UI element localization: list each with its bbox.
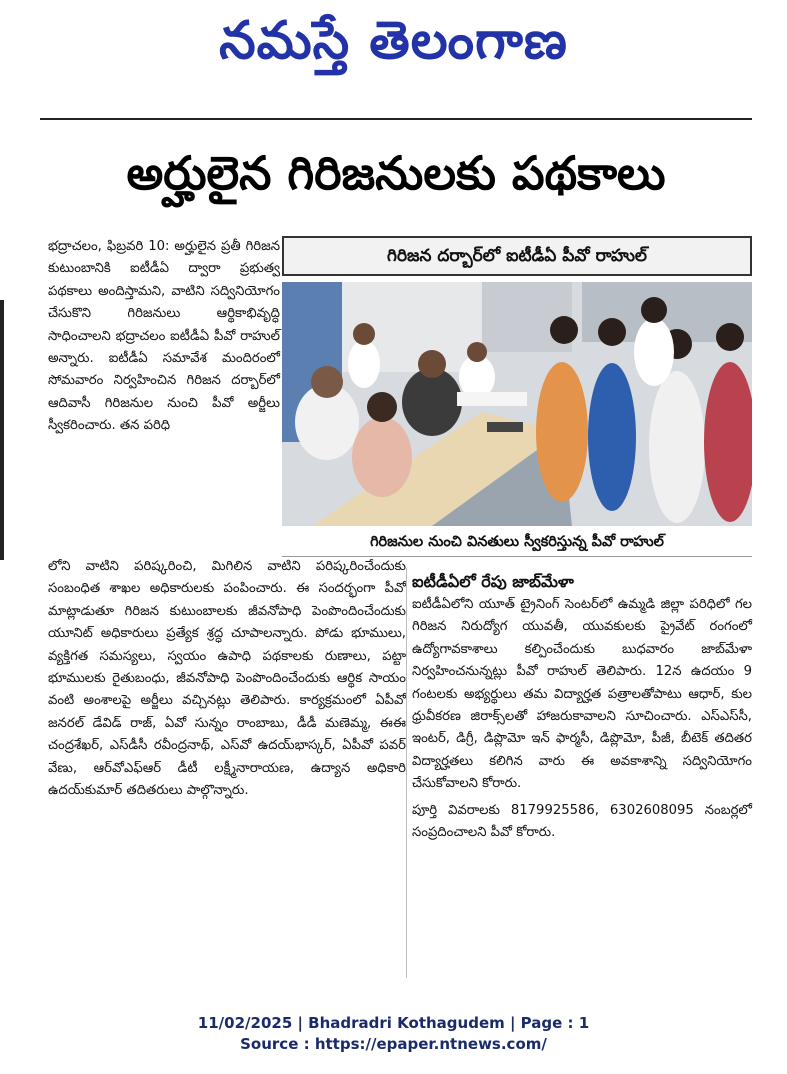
newspaper-masthead: నమస్తే తెలంగాణ [219, 10, 568, 71]
article-photo [282, 282, 752, 526]
article-column-continued [48, 556, 406, 802]
sidebar-contact: పూర్తి వివరాలకు 8179925586, 6302608095 నంబర్లలో సంప్రదించాలని పీవో కోరారు. [412, 802, 752, 841]
photo-caption-bottom: గిరిజనుల నుంచి వినతులు స్వీకరిస్తున్న పీవో రాహుల్ [282, 528, 752, 557]
article-paragraph-2: లోని వాటిని పరిష్కరించి, మిగిలిన వాటిని పరిష్కరించేందుకు సంబంధిత శాఖల అధికారులకు పంపించారు. ఈ సందర్భంగా పీవో మాట్లాడుతూ గిరిజన కుటుంబాలకు జీవనోపాధి పెంపొందించేందుకు యూనిట్ అధికారులు ప్రత్యేక శ్రద్ధ చూపాలన్నారు. పోడు భూములు, వ్యక్తిగత సమస్యలు, స్వయం ఉపాధి పథకాలకు రుణాలు, పట్టా భూములకు రైతుబంధు, జీవనోపాధి పెంపొందించేందుకు ఆర్థిక సాయం వంటి అంశాలపై అర్జీలు వచ్చినట్లు తెలిపారు. కార్యక్రమంలో ఏపీవో జనరల్ డేవిడ్ రాజ్, ఏవో సున్నం రాంబాబు, డీడీ మణెమ్మ, ఈఈ చంద్రశేఖర్, ఎస్‌డీసీ రవీంద్రనాథ్, ఎస్‌వో ఉదయ్‌భాస్కర్, ఏపీవో పవర్ వేణు, ఆర్‌వోఎఫ్‌ఆర్ డీటీ లక్ష్మీనారాయణ, ఉద్యాన అధికారి ఉదయ్‌కుమార్ తదితరులు పాల్గొన్నారు. [48, 559, 406, 799]
article-paragraph-1: భద్రాచలం, ఫిబ్రవరి 10: అర్హులైన ప్రతీ గిరిజన కుటుంబానికి ఐటీడీఏ ద్వారా ప్రభుత్వ పథకాలు అందిస్తామని, వాటిని సద్వినియోగం చేసుకొని గిరిజనులు ఆర్థికాభివృద్ధి సాధించాలని భద్రాచలం ఐటీడీఏ పీవో రాహుల్ అన్నారు. ఐటీడీఏ సమావేశ మందిరంలో సోమవారం నిర్వహించిన గిరిజన దర్బార్‌లో ఆదివాసీ గిరిజనుల నుంచి పీవో అర్జీలు స్వీకరించారు. తన పరిధి [48, 239, 280, 434]
article-column-left [48, 236, 280, 438]
photo-illustration [282, 282, 752, 526]
photo-caption-top: గిరిజన దర్బార్‌లో ఐటీడీఏ పీవో రాహుల్ [282, 236, 752, 276]
sidebar-heading: ఐటీడీఏలో రేపు జాబ్‌మేళా [412, 572, 574, 591]
footer-source-link[interactable]: https://epaper.ntnews.com/ [314, 1035, 547, 1053]
footer-date-page: 11/02/2025 | Bhadradri Kothagudem | Page : 1 [197, 1014, 590, 1032]
footer-source [0, 1034, 787, 1054]
sidebar-body: ఐటీడీఏలోని యూత్ ట్రైనింగ్ సెంటర్‌లో ఉమ్మడి జిల్లా పరిధిలో గల గిరిజన నిరుద్యోగ యువతీ, యువకులకు ప్రైవేట్ రంగంలో ఉద్యోగావకాశాలు కల్పించేందుకు బుధవారం జాబ్‌మేళా నిర్వహించనున్నట్లు పీవో రాహుల్ తెలిపారు. 12న ఉదయం 9 గంటలకు అభ్యర్థులు తమ విద్యార్హత పత్రాలతోపాటు ఆధార్, కుల ధ్రువీకరణ జిరాక్స్‌లతో హాజరుకావాలని సూచించారు. ఎస్‌ఎస్‌సీ, ఇంటర్, డిగ్రీ, డిప్లొమో ఇన్ ఫార్మసీ, డిప్లొమో, పీజీ, బీటెక్ తదితర విద్యార్హతలు కలిగిన వారు ఈ అవకాశాన్ని సద్వినియోగం చేసుకోవాలని కోరారు. [412, 597, 752, 792]
masthead-rule [40, 118, 752, 120]
article-headline: అర్హులైన గిరిజనులకు పథకాలు [126, 146, 666, 200]
column-divider [406, 568, 407, 978]
footer-source-label: Source : [240, 1035, 315, 1053]
page-edge-mark [0, 300, 4, 560]
sidebar-story [412, 572, 752, 844]
